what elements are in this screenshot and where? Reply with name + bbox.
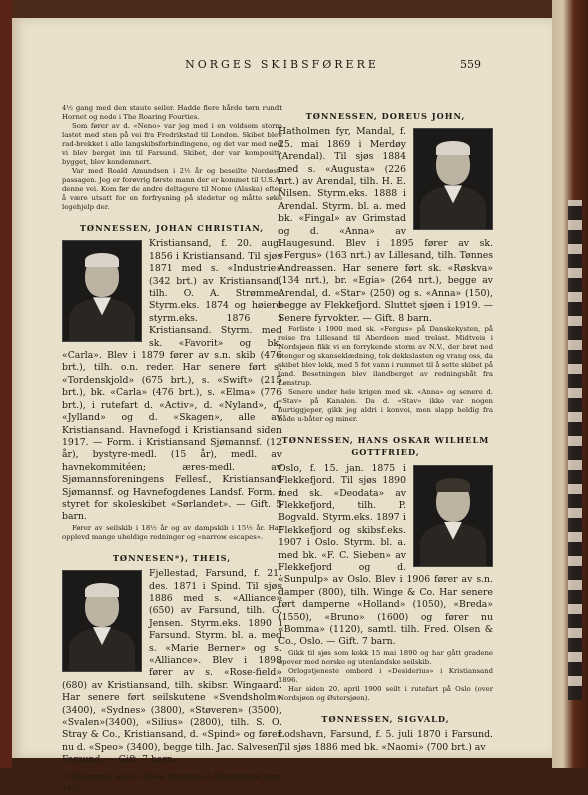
footnote: *) Omkommet ved d. «Speos forsvinnen i Atlanterhavet mars 1935. [62,772,282,794]
entry-heading-hans: TØNNESSEN, HANS OSKAR WILHELM GOTTFRIED, [281,434,490,458]
entry-note-hans: Gikk til sjøs som kokk 15 mai 1890 og har gått gradene opover med norske og utenlandske seilskib. [278,648,493,666]
book-top-edge [0,0,588,20]
portrait-photo-hans [413,465,493,567]
intro-paragraph-2: Som fører av d. «Neno» var jeg med i en voldsom storm lastet med sten på vei fra Fredrikstad til London. Skibet blev rad-brekket i alle langskibsforbindingene, og det var med nød vi blev berget inn til Farsund. Skibet, der var kompositt-bygget, blev kondemnert. [62,122,282,166]
right-column [278,104,493,754]
book-spine-left [0,0,12,768]
entry-note-hans-2: Orlogstjeneste ombord i «Desiderius» i Kristiansand 1896. [278,666,493,684]
intro-paragraph: 4½ gang med den staute seiler. Hadde flere hårde tørn rundt Hornet og nede i The Roaring Fourties. [62,104,282,121]
entry-heading-sigvald: TØNNESSEN, SIGVALD, [321,713,450,724]
entry-note-hans-3: Har siden 20. april 1900 seilt i rutefart på Oslo (over Nordsjøen og Østersjøen). [278,684,493,702]
entry-text-doreus: Hatholmen fyr, Mandal, f. 25. mai 1869 i Merdøy (Arendal). Til sjøs 1884 med s. «Augusta» (226 nrt.) av Arendal, tilh. H. E. Nilsen. Styrm.eks. 1888 i Arendal. Styrm. bl. a. med bk. «Fingal» av Grimstad og d. «Anna» av Haugesund. Blev i 1895 fører av sk. «Fergus» (163 nrt.) av Lillesand, tilh. Tønnes Andreassen. Har senere ført sk. «Røskva» (134 nrt.), br. «Egia» (264 nrt.), begge av Arendal, d. «Star» (250) og s. «Anna» (150), begge av Flekkefjord. Sluttet sjøen i 1919. — Senere fyrvokter. — Gift. 8 barn. [278,126,493,324]
entry-heading-theis: TØNNESEN*), THEIS, [112,552,232,563]
entry-heading-doreus: TØNNESSEN, DOREUS JOHN, [305,111,466,121]
entry-text-theis: Fjellestad, Farsund, f. 21. des. 1871 i Spind. Til sjøs 1886 med s. «Alliance» (650) av Farsund, tilh. G. Jensen. Styrm.eks. 1890 i Farsund. Styrm. bl. a. med s. «Marie Berner» og s. «Alliance». Blev i 1898 fører av s. «Rose-field» (680) av Kristiansand, tilh. skibsr. Wingaard. Har senere ført seilskutene «Svendsholm» (3400), «Sydnes» (3800), «Støveren» (3500), «Svalen»(3400), «Silius» (2800), tilh. S. O. Stray & Co., Kristiansand, d. «Spind» og fører nu d. «Speo» (3400), begge tilh. Jac. Salvesen, Farsund. — Gift. 7 barn. [62,568,283,766]
page-number: 559 [460,58,481,71]
book-right-edge [552,0,588,768]
running-header: NORGES SKIBSFØRERE [185,58,379,71]
side-stripes [568,200,582,700]
entry-note-johan: Fører av seilskib i 18½ år og av dampskib i 15½ år. Har opplevd mange uheldige redninger og «narrow escapes». [62,523,282,541]
entry-text-sigvald: Lodshavn, Farsund, f. 5. juli 1870 i Farsund. Til sjøs 1886 med bk. «Naomi» (700 brt.) av [278,729,493,753]
entry-note-doreus-2: Senere under hele krigen med sk. «Anna» og senere d. «Stav» på Kanalen. Da d. «Stav» ikke var nogen hurtiggjeper, gikk jeg aldri i konvoi, men slapp heldig fra både u-båter og miner. [278,387,493,423]
portrait-photo-johan [62,240,142,342]
intro-paragraph-3: Var med Roald Amundsen i 2½ år og beseilte Nordøst-passagen. Jeg er forøvrig første mann der er kommet til U.S.A. denne vei. Kom før de andre deltagere til Nome (Alaska) efter å være utsatt for en forfrysning på sledetur og måtte søke legehjelp der. [62,167,282,211]
entry-text-johan: Kristiansand, f. 20. aug. 1856 i Kristiansand. Til sjøs 1871 med s. «Industrie» (342 brt.) av Kristiansand, tilh. O. A. Strømme. Styrm.eks. 1874 og høiere styrm.eks. 1876 i Kristiansand. Styrm. med sk. «Favorit» og bk. «Carla». Blev i 1879 fører av s.n. skib (476 brt.), tilh. o.n. reder. Har senere ført s. «Tordenskjold» (675 brt.), s. «Swift» (215 brt.), bk. «Carla» (476 brt.), s. «Elma» (776 brt.), i rutefart d. «Activ», d. «Nyland», d. «Jylland» og d. «Skagen», alle av Kristiansand. Havnefogd i Kristiansand siden 1917. — Form. i Kristiansand Sjømannsf. (12 år), bystyre-medl. (15 år), medl. av havnekommitéen; æres-medl. av Sjømannsforeningens Fellesf., Kristiansand Sjømannsf. og Havnefogdenes Landsf. Form. i styret for skoleskibet «Sørlandet». — Gift. 5 barn. [62,238,282,523]
entry-heading-johan: TØNNESSEN, JOHAN CHRISTIAN, [79,223,265,233]
left-column [62,104,282,795]
portrait-photo-theis [62,570,142,672]
entry-note-doreus: Forliste i 1900 med sk. «Fergus» på Danskekysten, på reise fra Lillesand til Aberdeen med trelast. Midtveis i Nordsjøen fikk vi en forrykende storm av N.V., der brøt ned stenger og skanseklædning, tok dekkslasten og vrang oss, da skibet blev lekk, med 5 fot vann i rummet til å sette skibet på land. Besetningen blev ilandberget av redningsbåt fra Lønstrup. [278,324,493,387]
entry-text-hans: Oslo, f. 15. jan. 1875 i Flekkefjord. Til sjøs 1890 med sk. «Deodata» av Flekkefjord, tilh. P. Bogvald. Styrm.eks. 1897 i Flekkefjord og skibsf.eks. 1907 i Oslo. Styrm. bl. a. med bk. «F. C. Sieben» av Flekkefjord og d. «Sunpulp» av Oslo. Blev i 1906 fører av s.n. damper (800), tilh. Winge & Co. Har senere ført damperne «Holland» (1050), «Breda» (1550), «Bruno» (1600) og fører nu «Bomma» (1120), samtl. tilh. Fred. Olsen & Co., Oslo. — Gift. 7 barn. [278,462,493,648]
portrait-photo-doreus [413,128,493,230]
book-page [12,18,552,794]
